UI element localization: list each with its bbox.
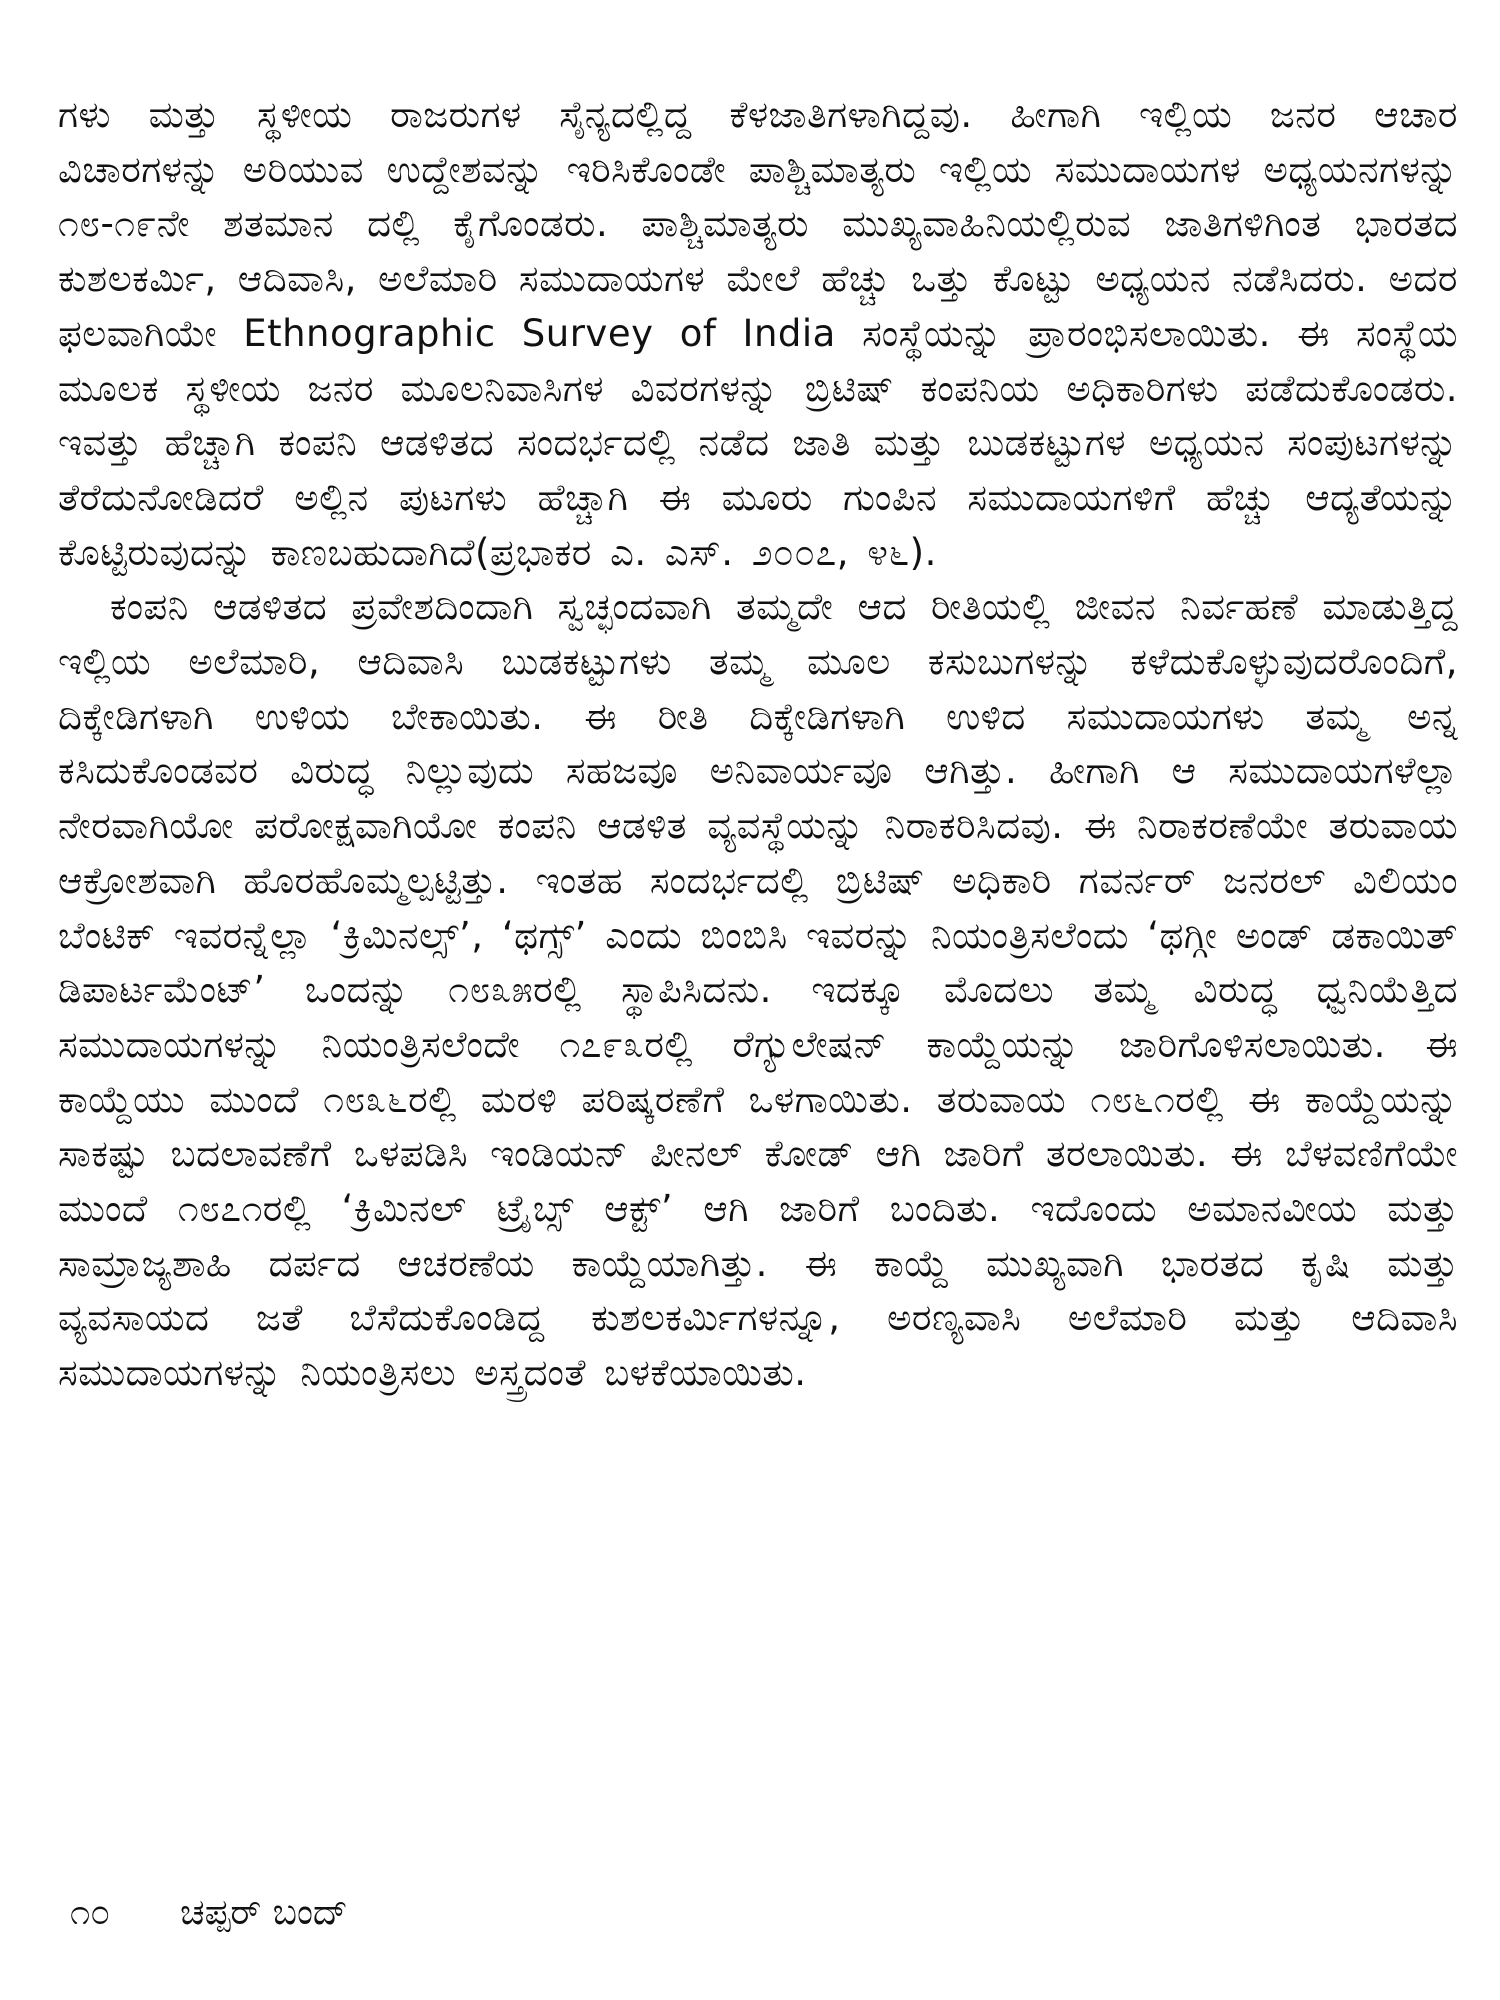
paragraph-continued: ಗಳು ಮತ್ತು ಸ್ಥಳೀಯ ರಾಜರುಗಳ ಸೈನ್ಯದಲ್ಲಿದ್ದ ಕೆಳಜಾತಿಗಳಾಗಿದ್ದವು. ಹೀಗಾಗಿ ಇಲ್ಲಿಯ ಜನರ ಆಚಾರ ವಿಚಾರಗಳನ್ನು ಅರಿಯುವ ಉದ್ದೇಶವನ್ನು ಇರಿಸಿಕೊಂಡೇ ಪಾಶ್ಚಿಮಾತ್ಯರು ಇಲ್ಲಿಯ ಸಮುದಾಯಗಳ ಅಧ್ಯಯನಗಳನ್ನು ೧೮-೧೯ನೇ ಶತಮಾನ ದಲ್ಲಿ ಕೈಗೊಂಡರು. ಪಾಶ್ಚಿಮಾತ್ಯರು ಮುಖ್ಯವಾಹಿನಿಯಲ್ಲಿರುವ ಜಾತಿಗಳಿಗಿಂತ ಭಾರತದ ಕುಶಲಕರ್ಮಿ, ಆದಿವಾಸಿ, ಅಲೆಮಾರಿ ಸಮುದಾಯಗಳ ಮೇಲೆ ಹೆಚ್ಚು ಒತ್ತು ಕೊಟ್ಟು ಅಧ್ಯಯನ ನಡೆಸಿದರು. ಅದರ ಫಲವಾಗಿಯೇ Ethnographic Survey of India ಸಂಸ್ಥೆಯನ್ನು ಪ್ರಾರಂಭಿಸಲಾಯಿತು. ಈ ಸಂಸ್ಥೆಯ ಮೂಲಕ ಸ್ಥಳೀಯ ಜನರ ಮೂಲನಿವಾಸಿಗಳ ವಿವರಗಳನ್ನು ಬ್ರಿಟಿಷ್ ಕಂಪನಿಯ ಅಧಿಕಾರಿಗಳು ಪಡೆದುಕೊಂಡರು. ಇವತ್ತು ಹೆಚ್ಚಾಗಿ ಕಂಪನಿ ಆಡಳಿತದ ಸಂದರ್ಭದಲ್ಲಿ ನಡೆದ ಜಾತಿ ಮತ್ತು ಬುಡಕಟ್ಟುಗಳ ಅಧ್ಯಯನ ಸಂಪುಟಗಳನ್ನು ತೆರೆದುನೋಡಿದರೆ ಅಲ್ಲಿನ ಪುಟಗಳು ಹೆಚ್ಚಾಗಿ ಈ ಮೂರು ಗುಂಪಿನ ಸಮುದಾಯಗಳಿಗೆ ಹೆಚ್ಚು ಆದ್ಯತೆಯನ್ನು ಕೊಟ್ಟಿರುವುದನ್ನು ಕಾಣಬಹುದಾಗಿದೆ(ಪ್ರಭಾಕರ ಎ. ಎಸ್. ೨೦೦೭, ೪೬).: [58, 93, 1458, 574]
body-text: [58, 88, 1458, 1401]
paragraph: ಕಂಪನಿ ಆಡಳಿತದ ಪ್ರವೇಶದಿಂದಾಗಿ ಸ್ವಚ್ಛಂದವಾಗಿ ತಮ್ಮದೇ ಆದ ರೀತಿಯಲ್ಲಿ ಜೀವನ ನಿರ್ವಹಣೆ ಮಾಡುತ್ತಿದ್ದ ಇಲ್ಲಿಯ ಅಲೆಮಾರಿ, ಆದಿವಾಸಿ ಬುಡಕಟ್ಟುಗಳು ತಮ್ಮ ಮೂಲ ಕಸುಬುಗಳನ್ನು ಕಳೆದುಕೊಳ್ಳುವುದರೊಂದಿಗೆ, ದಿಕ್ಕೇಡಿಗಳಾಗಿ ಉಳಿಯ ಬೇಕಾಯಿತು. ಈ ರೀತಿ ದಿಕ್ಕೇಡಿಗಳಾಗಿ ಉಳಿದ ಸಮುದಾಯಗಳು ತಮ್ಮ ಅನ್ನ ಕಸಿದುಕೊಂಡವರ ವಿರುದ್ಧ ನಿಲ್ಲುವುದು ಸಹಜವೂ ಅನಿವಾರ್ಯವೂ ಆಗಿತ್ತು. ಹೀಗಾಗಿ ಆ ಸಮುದಾಯಗಳೆಲ್ಲಾ ನೇರವಾಗಿಯೋ ಪರೋಕ್ಷವಾಗಿಯೋ ಕಂಪನಿ ಆಡಳಿತ ವ್ಯವಸ್ಥೆಯನ್ನು ನಿರಾಕರಿಸಿದವು. ಈ ನಿರಾಕರಣೆಯೇ ತರುವಾಯ ಆಕ್ರೋಶವಾಗಿ ಹೊರಹೊಮ್ಮಲ್ಪಟ್ಟಿತ್ತು. ಇಂತಹ ಸಂದರ್ಭದಲ್ಲಿ ಬ್ರಿಟಿಷ್ ಅಧಿಕಾರಿ ಗವರ್ನರ್ ಜನರಲ್ ವಿಲಿಯಂ ಬೆಂಟಿಕ್ ಇವರನ್ನೆಲ್ಲಾ ‘ಕ್ರಿಮಿನಲ್ಸ್’, ‘ಥಗ್ಸ್’ ಎಂದು ಬಿಂಬಿಸಿ ಇವರನ್ನು ನಿಯಂತ್ರಿಸಲೆಂದು ‘ಥಗ್ಗೀ ಅಂಡ್ ಡಕಾಯಿತ್ ಡಿಪಾರ್ಟಮೆಂಟ್’ ಒಂದನ್ನು ೧೮೩೫ರಲ್ಲಿ ಸ್ಥಾಪಿಸಿದನು. ಇದಕ್ಕೂ ಮೊದಲು ತಮ್ಮ ವಿರುದ್ಧ ಧ್ವನಿಯೆತ್ತಿದ ಸಮುದಾಯಗಳನ್ನು ನಿಯಂತ್ರಿಸಲೆಂದೇ ೧೭೯೩ರಲ್ಲಿ ರೆಗ್ಯುಲೇಷನ್ ಕಾಯ್ದೆಯನ್ನು ಜಾರಿಗೊಳಿಸಲಾಯಿತು. ಈ ಕಾಯ್ದೆಯು ಮುಂದೆ ೧೮೩೬ರಲ್ಲಿ ಮರಳಿ ಪರಿಷ್ಕರಣೆಗೆ ಒಳಗಾಯಿತು. ತರುವಾಯ ೧೮೬೧ರಲ್ಲಿ ಈ ಕಾಯ್ದೆಯನ್ನು ಸಾಕಷ್ಟು ಬದಲಾವಣೆಗೆ ಒಳಪಡಿಸಿ ಇಂಡಿಯನ್ ಪೀನಲ್ ಕೋಡ್ ಆಗಿ ಜಾರಿಗೆ ತರಲಾಯಿತು. ಈ ಬೆಳವಣಿಗೆಯೇ ಮುಂದೆ ೧೮೭೧ರಲ್ಲಿ ‘ಕ್ರಿಮಿನಲ್ ಟ್ರೈಬ್ಸ್ ಆಕ್ಟ್’ ಆಗಿ ಜಾರಿಗೆ ಬಂದಿತು. ಇದೊಂದು ಅಮಾನವೀಯ ಮತ್ತು ಸಾಮ್ರಾಜ್ಯಶಾಹಿ ದರ್ಪದ ಆಚರಣೆಯ ಕಾಯ್ದೆಯಾಗಿತ್ತು. ಈ ಕಾಯ್ದೆ ಮುಖ್ಯವಾಗಿ ಭಾರತದ ಕೃಷಿ ಮತ್ತು ವ್ಯವಸಾಯದ ಜತೆ ಬೆಸೆದುಕೊಂಡಿದ್ದ ಕುಶಲಕರ್ಮಿಗಳನ್ನೂ, ಅರಣ್ಯವಾಸಿ ಅಲೆಮಾರಿ ಮತ್ತು ಆದಿವಾಸಿ ಸಮುದಾಯಗಳನ್ನು ನಿಯಂತ್ರಿಸಲು ಅಸ್ತ್ರದಂತೆ ಬಳಕೆಯಾಯಿತು.: [58, 585, 1458, 1395]
running-title: ಚಪ್ಪರ್ ಬಂದ್: [180, 1892, 348, 1933]
page-footer: [70, 1888, 348, 1938]
page-number: ೧೦: [70, 1892, 111, 1933]
